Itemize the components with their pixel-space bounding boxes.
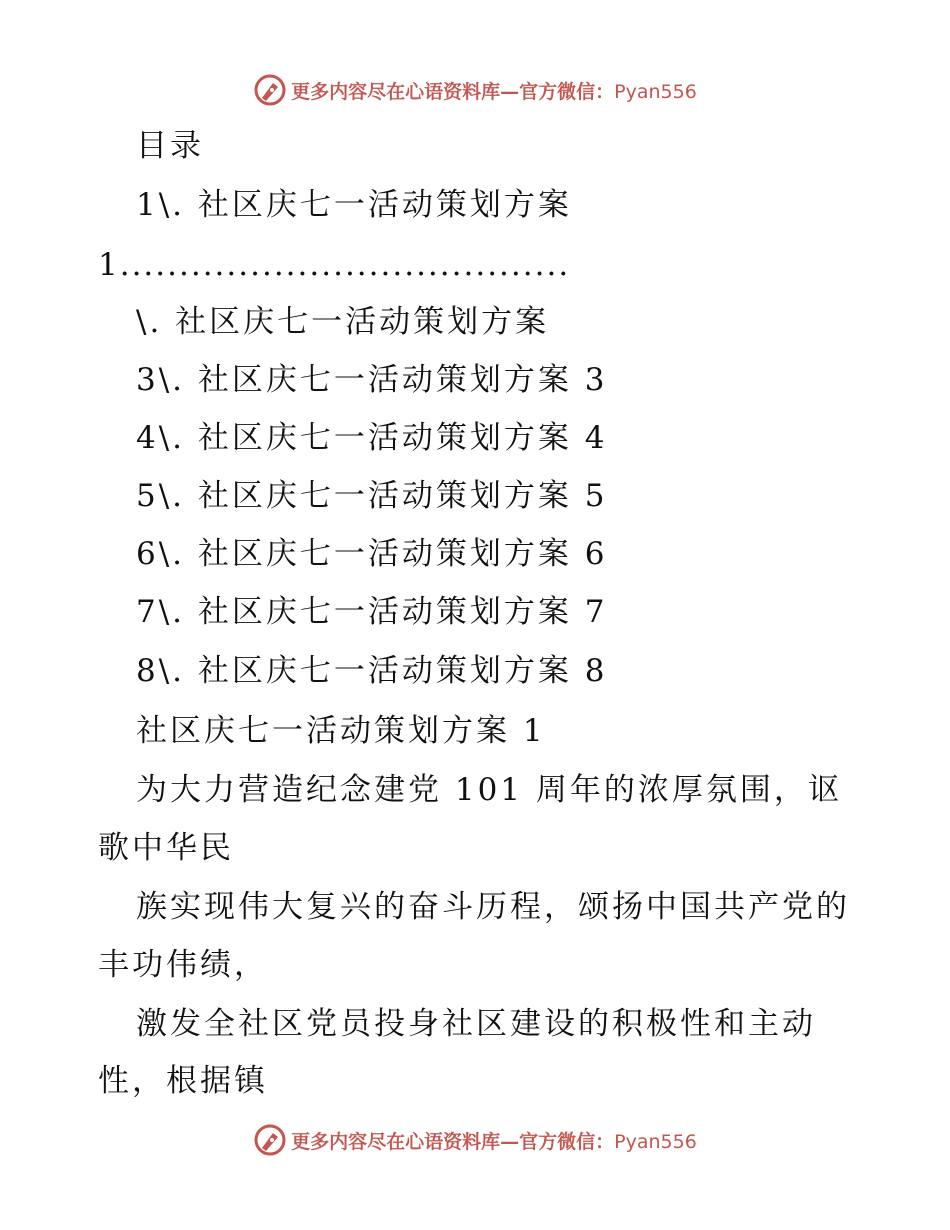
toc-dot-leader: 1...................................... [98,247,571,283]
toc-entry: 7\. 社区庆七一活动策划方案 7 [136,594,608,630]
toc-entry: 6\. 社区庆七一活动策划方案 6 [136,536,608,572]
pen-nib-logo-icon [253,1123,287,1157]
paragraph-line: 为大力营造纪念建党 101 周年的浓厚氛围，讴 [136,772,842,808]
header-watermark [0,70,950,110]
paragraph-line: 性，根据镇 [98,1063,268,1099]
paragraph-line: 激发全社区党员投身社区建设的积极性和主动 [136,1006,816,1042]
toc-entry: \. 社区庆七一活动策划方案 [136,304,550,340]
toc-entry: 1\. 社区庆七一活动策划方案 [136,187,572,223]
watermark-text: 更多内容尽在心语资料库—官方微信：Pyan556 [291,80,697,103]
toc-title: 目录 [136,128,204,164]
watermark-text: 更多内容尽在心语资料库—官方微信：Pyan556 [291,1130,697,1153]
toc-entry: 4\. 社区庆七一活动策划方案 4 [136,420,608,456]
pen-nib-logo-icon [253,73,287,107]
watermark-id: Pyan556 [614,1130,697,1153]
paragraph-line: 族实现伟大复兴的奋斗历程，颂扬中国共产党的 [136,889,850,925]
footer-watermark [0,1120,950,1160]
toc-entry: 5\. 社区庆七一活动策划方案 5 [136,478,608,514]
watermark-id: Pyan556 [614,80,697,103]
section-title: 社区庆七一活动策划方案 1 [136,713,546,749]
toc-entry: 3\. 社区庆七一活动策划方案 3 [136,362,608,398]
toc-entry: 8\. 社区庆七一活动策划方案 8 [136,653,608,689]
paragraph-line: 丰功伟绩， [98,947,268,983]
paragraph-line: 歌中华民 [98,830,234,866]
